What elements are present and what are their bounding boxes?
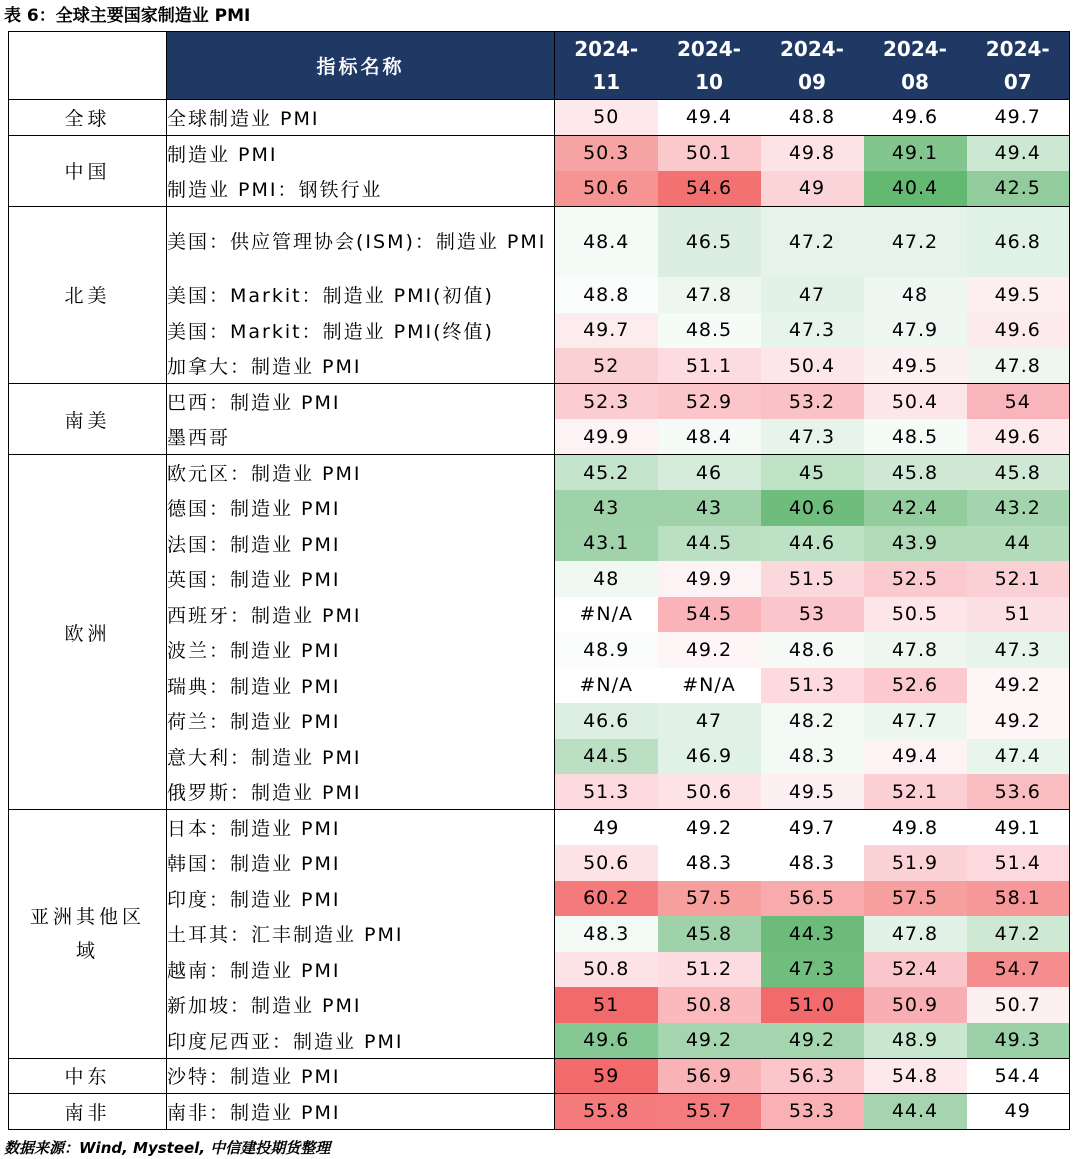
table-row: [9, 632, 1070, 668]
value-cell: 50.8: [555, 952, 658, 988]
value-cell: 48.3: [555, 916, 658, 952]
indicator-cell: 南非：制造业 PMI: [167, 1094, 555, 1130]
region-cell: 亚洲其他区域: [9, 810, 167, 1059]
table-title: 表 6：全球主要国家制造业 PMI: [4, 6, 251, 26]
value-cell: 46.9: [658, 739, 761, 775]
table-row: [9, 774, 1070, 810]
value-cell: 49.5: [967, 277, 1070, 313]
indicator-cell: 土耳其：汇丰制造业 PMI: [167, 916, 555, 952]
value-cell: 47.3: [761, 313, 864, 349]
value-cell: 44.4: [864, 1094, 967, 1130]
value-cell: 51: [967, 597, 1070, 633]
value-cell: 48.8: [555, 277, 658, 313]
value-cell: 49: [761, 171, 864, 207]
indicator-cell: 印度尼西亚：制造业 PMI: [167, 1023, 555, 1059]
value-cell: 59: [555, 1058, 658, 1094]
table-row: [9, 455, 1070, 491]
value-cell: 48.2: [761, 703, 864, 739]
table-row: [9, 384, 1070, 420]
value-cell: 46.6: [555, 703, 658, 739]
value-cell: 47.2: [864, 206, 967, 277]
table-row: [9, 206, 1070, 277]
value-cell: 58.1: [967, 881, 1070, 917]
value-cell: 49.1: [864, 135, 967, 171]
value-cell: 56.9: [658, 1058, 761, 1094]
date-header: 2024- 11: [555, 32, 658, 100]
value-cell: 47.8: [864, 632, 967, 668]
value-cell: 49.6: [555, 1023, 658, 1059]
region-cell: 南非: [9, 1094, 167, 1130]
date-header: 2024- 07: [967, 32, 1070, 100]
value-cell: 52.3: [555, 384, 658, 420]
table-body: [9, 100, 1070, 1130]
indicator-cell: 全球制造业 PMI: [167, 100, 555, 136]
value-cell: 45.8: [658, 916, 761, 952]
value-cell: 46.5: [658, 206, 761, 277]
value-cell: 53.2: [761, 384, 864, 420]
indicator-cell: 美国：Markit：制造业 PMI(初值): [167, 277, 555, 313]
value-cell: 49.5: [864, 348, 967, 384]
value-cell: 54: [967, 384, 1070, 420]
value-cell: 56.3: [761, 1058, 864, 1094]
indicator-cell: 俄罗斯：制造业 PMI: [167, 774, 555, 810]
value-cell: 49.6: [864, 100, 967, 136]
value-cell: 44.3: [761, 916, 864, 952]
indicator-cell: 瑞典：制造业 PMI: [167, 668, 555, 704]
value-cell: 54.4: [967, 1058, 1070, 1094]
region-cell: 中国: [9, 135, 167, 206]
value-cell: 49.7: [555, 313, 658, 349]
value-cell: 51.3: [761, 668, 864, 704]
value-cell: 44.6: [761, 526, 864, 562]
value-cell: 53.6: [967, 774, 1070, 810]
value-cell: 49.4: [967, 135, 1070, 171]
value-cell: 54.6: [658, 171, 761, 207]
value-cell: 51.5: [761, 561, 864, 597]
indicator-cell: 制造业 PMI：钢铁行业: [167, 171, 555, 207]
value-cell: 55.8: [555, 1094, 658, 1130]
table-row: [9, 348, 1070, 384]
table-row: [9, 810, 1070, 846]
value-cell: 49.3: [967, 1023, 1070, 1059]
value-cell: 52.6: [864, 668, 967, 704]
value-cell: 49.8: [864, 810, 967, 846]
value-cell: 49.2: [967, 703, 1070, 739]
table-row: [9, 1023, 1070, 1059]
value-cell: 55.7: [658, 1094, 761, 1130]
value-cell: 52: [555, 348, 658, 384]
data-source-note: 数据来源：Wind, Mysteel, 中信建投期货整理: [4, 1139, 331, 1157]
value-cell: 51: [555, 987, 658, 1023]
indicator-cell: 新加坡：制造业 PMI: [167, 987, 555, 1023]
value-cell: 51.3: [555, 774, 658, 810]
value-cell: 50.9: [864, 987, 967, 1023]
value-cell: 51.2: [658, 952, 761, 988]
table-row: [9, 881, 1070, 917]
value-cell: 52.5: [864, 561, 967, 597]
value-cell: 60.2: [555, 881, 658, 917]
value-cell: 48.3: [658, 845, 761, 881]
value-cell: 47.2: [967, 916, 1070, 952]
table-row: [9, 668, 1070, 704]
value-cell: 48.5: [864, 419, 967, 455]
value-cell: 49.2: [658, 810, 761, 846]
date-header: 2024- 10: [658, 32, 761, 100]
value-cell: 57.5: [658, 881, 761, 917]
indicator-cell: 美国：Markit：制造业 PMI(终值): [167, 313, 555, 349]
table-row: [9, 419, 1070, 455]
value-cell: 50.4: [761, 348, 864, 384]
value-cell: 49.1: [967, 810, 1070, 846]
table-row: [9, 1058, 1070, 1094]
value-cell: 57.5: [864, 881, 967, 917]
value-cell: 49.7: [967, 100, 1070, 136]
value-cell: 52.1: [864, 774, 967, 810]
value-cell: 48.3: [761, 845, 864, 881]
value-cell: 50.1: [658, 135, 761, 171]
value-cell: 48.4: [658, 419, 761, 455]
value-cell: 48.8: [761, 100, 864, 136]
value-cell: 51.9: [864, 845, 967, 881]
value-cell: 45.2: [555, 455, 658, 491]
value-cell: 43.9: [864, 526, 967, 562]
table-row: [9, 561, 1070, 597]
value-cell: 49.2: [761, 1023, 864, 1059]
value-cell: 49.4: [864, 739, 967, 775]
value-cell: 44: [967, 526, 1070, 562]
value-cell: 48.9: [555, 632, 658, 668]
indicator-cell: 英国：制造业 PMI: [167, 561, 555, 597]
indicator-cell: 欧元区：制造业 PMI: [167, 455, 555, 491]
table-row: [9, 845, 1070, 881]
value-cell: 46: [658, 455, 761, 491]
region-cell: 全球: [9, 100, 167, 136]
value-cell: 47.3: [967, 632, 1070, 668]
value-cell: 48.3: [761, 739, 864, 775]
indicator-cell: 波兰：制造业 PMI: [167, 632, 555, 668]
value-cell: 52.4: [864, 952, 967, 988]
value-cell: 49.5: [761, 774, 864, 810]
region-cell: 北美: [9, 206, 167, 384]
value-cell: 43.2: [967, 490, 1070, 526]
value-cell: 47.3: [761, 419, 864, 455]
indicator-cell: 韩国：制造业 PMI: [167, 845, 555, 881]
table-row: [9, 277, 1070, 313]
value-cell: 48.5: [658, 313, 761, 349]
value-cell: 50.5: [864, 597, 967, 633]
header-corner: [9, 32, 167, 100]
value-cell: 52.9: [658, 384, 761, 420]
value-cell: 49.4: [658, 100, 761, 136]
value-cell: 56.5: [761, 881, 864, 917]
value-cell: 51.1: [658, 348, 761, 384]
value-cell: 42.5: [967, 171, 1070, 207]
indicator-cell: 巴西：制造业 PMI: [167, 384, 555, 420]
table-row: [9, 987, 1070, 1023]
value-cell: 54.8: [864, 1058, 967, 1094]
value-cell: 50.3: [555, 135, 658, 171]
value-cell: 40.4: [864, 171, 967, 207]
value-cell: #N/A: [658, 668, 761, 704]
value-cell: 47.8: [864, 916, 967, 952]
indicator-cell: 越南：制造业 PMI: [167, 952, 555, 988]
indicator-cell: 沙特：制造业 PMI: [167, 1058, 555, 1094]
value-cell: 49.6: [967, 313, 1070, 349]
indicator-cell: 美国：供应管理协会(ISM)：制造业 PMI: [167, 206, 555, 277]
value-cell: 47.8: [967, 348, 1070, 384]
date-header: 2024- 09: [761, 32, 864, 100]
indicator-cell: 法国：制造业 PMI: [167, 526, 555, 562]
value-cell: 46.8: [967, 206, 1070, 277]
table-row: [9, 597, 1070, 633]
region-cell: 南美: [9, 384, 167, 455]
indicator-cell: 西班牙：制造业 PMI: [167, 597, 555, 633]
table-row: [9, 916, 1070, 952]
value-cell: 47.7: [864, 703, 967, 739]
value-cell: 49.9: [555, 419, 658, 455]
value-cell: #N/A: [555, 668, 658, 704]
region-cell: 中东: [9, 1058, 167, 1094]
value-cell: 43: [658, 490, 761, 526]
indicator-name-header: 指标名称: [167, 32, 555, 100]
value-cell: 52.1: [967, 561, 1070, 597]
value-cell: 50.7: [967, 987, 1070, 1023]
value-cell: 53: [761, 597, 864, 633]
value-cell: 43: [555, 490, 658, 526]
table-row: [9, 313, 1070, 349]
value-cell: #N/A: [555, 597, 658, 633]
value-cell: 49: [967, 1094, 1070, 1130]
date-header: 2024- 08: [864, 32, 967, 100]
value-cell: 49.8: [761, 135, 864, 171]
table-row: [9, 490, 1070, 526]
value-cell: 51.4: [967, 845, 1070, 881]
value-cell: 48: [555, 561, 658, 597]
indicator-cell: 墨西哥: [167, 419, 555, 455]
value-cell: 54.7: [967, 952, 1070, 988]
indicator-cell: 意大利：制造业 PMI: [167, 739, 555, 775]
value-cell: 48.6: [761, 632, 864, 668]
value-cell: 49.6: [967, 419, 1070, 455]
value-cell: 47.3: [761, 952, 864, 988]
table-header: [9, 32, 1070, 100]
value-cell: 49.2: [967, 668, 1070, 704]
value-cell: 51.0: [761, 987, 864, 1023]
value-cell: 47.9: [864, 313, 967, 349]
indicator-cell: 日本：制造业 PMI: [167, 810, 555, 846]
indicator-cell: 德国：制造业 PMI: [167, 490, 555, 526]
value-cell: 40.6: [761, 490, 864, 526]
indicator-cell: 印度：制造业 PMI: [167, 881, 555, 917]
table-row: [9, 952, 1070, 988]
value-cell: 47: [658, 703, 761, 739]
region-cell: 欧洲: [9, 455, 167, 810]
value-cell: 50.6: [658, 774, 761, 810]
value-cell: 54.5: [658, 597, 761, 633]
table-row: [9, 739, 1070, 775]
indicator-cell: 制造业 PMI: [167, 135, 555, 171]
table-row: [9, 526, 1070, 562]
value-cell: 44.5: [555, 739, 658, 775]
value-cell: 49.7: [761, 810, 864, 846]
value-cell: 53.3: [761, 1094, 864, 1130]
value-cell: 45.8: [967, 455, 1070, 491]
value-cell: 50: [555, 100, 658, 136]
value-cell: 50.6: [555, 171, 658, 207]
value-cell: 48.9: [864, 1023, 967, 1059]
table-row: [9, 171, 1070, 207]
indicator-cell: 加拿大：制造业 PMI: [167, 348, 555, 384]
value-cell: 48.4: [555, 206, 658, 277]
value-cell: 49: [555, 810, 658, 846]
value-cell: 50.6: [555, 845, 658, 881]
value-cell: 45.8: [864, 455, 967, 491]
value-cell: 47.2: [761, 206, 864, 277]
value-cell: 50.8: [658, 987, 761, 1023]
pmi-table: [8, 31, 1070, 1130]
value-cell: 48: [864, 277, 967, 313]
value-cell: 49.2: [658, 632, 761, 668]
value-cell: 50.4: [864, 384, 967, 420]
value-cell: 47: [761, 277, 864, 313]
value-cell: 49.9: [658, 561, 761, 597]
table-row: [9, 1094, 1070, 1130]
value-cell: 49.2: [658, 1023, 761, 1059]
value-cell: 42.4: [864, 490, 967, 526]
value-cell: 44.5: [658, 526, 761, 562]
value-cell: 47.8: [658, 277, 761, 313]
value-cell: 43.1: [555, 526, 658, 562]
indicator-cell: 荷兰：制造业 PMI: [167, 703, 555, 739]
table-row: [9, 135, 1070, 171]
table-row: [9, 100, 1070, 136]
value-cell: 47.4: [967, 739, 1070, 775]
value-cell: 45: [761, 455, 864, 491]
table-row: [9, 703, 1070, 739]
